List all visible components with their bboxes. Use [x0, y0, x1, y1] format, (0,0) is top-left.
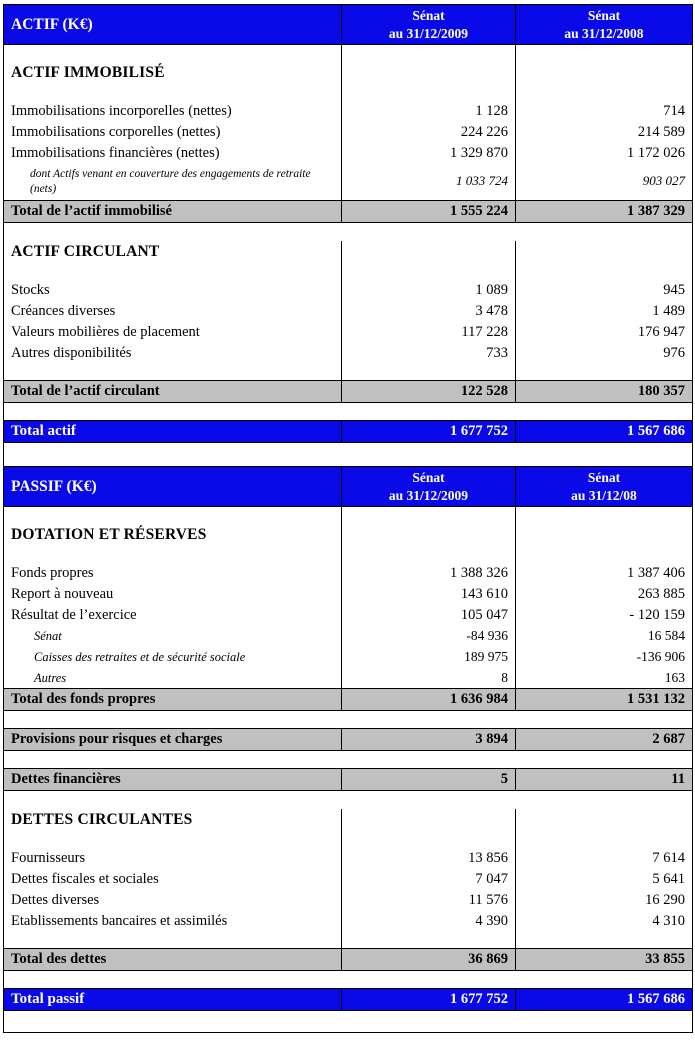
row-label: Etablissements bancaires et assimilés	[4, 911, 342, 932]
gap-cell	[4, 751, 693, 769]
value-2009: -84 936	[342, 626, 516, 647]
value-2008: 11	[516, 769, 693, 791]
blank-row	[4, 45, 693, 62]
section-title: DOTATION ET RÉSERVES	[4, 524, 342, 546]
header-line-1: Sénat	[587, 7, 621, 23]
value-2008: 180 357	[516, 381, 693, 403]
gap-row	[4, 223, 693, 241]
value-2009: 143 610	[342, 584, 516, 605]
passif-col-header-2008	[516, 467, 693, 507]
table-subrow	[4, 626, 693, 647]
row-label: Report à nouveau	[4, 584, 342, 605]
gap-cell	[4, 971, 693, 989]
total-label: Provisions pour risques et charges	[4, 729, 342, 751]
table-row	[4, 890, 693, 911]
total-label: Total des fonds propres	[4, 689, 342, 711]
table-subrow-dont	[4, 164, 693, 201]
gap-cell	[4, 403, 693, 421]
blank-cell	[516, 263, 693, 280]
value-2009: 11 576	[342, 890, 516, 911]
gap-cell	[4, 711, 693, 729]
blank-cell	[4, 45, 342, 62]
blank-cell	[4, 932, 342, 949]
value-2009: 117 228	[342, 322, 516, 343]
table-row	[4, 911, 693, 932]
value-2008: 1 387 406	[516, 563, 693, 584]
table-subrow	[4, 668, 693, 689]
row-label: Fonds propres	[4, 563, 342, 584]
blank-cell	[516, 364, 693, 381]
row-label: Créances diverses	[4, 301, 342, 322]
blank-row	[4, 364, 693, 381]
bottom-blank-row	[4, 1011, 693, 1033]
total-label: Dettes financières	[4, 769, 342, 791]
blank-cell	[342, 809, 516, 831]
value-2009: 13 856	[342, 848, 516, 869]
header-line-1: Sénat	[412, 7, 445, 23]
gap-row	[4, 971, 693, 989]
row-label: Stocks	[4, 280, 342, 301]
blank-cell	[516, 524, 693, 546]
blank-cell	[342, 932, 516, 949]
passif-table-title: PASSIF (K€)	[4, 467, 342, 507]
table-row	[4, 584, 693, 605]
table-row	[4, 143, 693, 164]
value-2009: 3 478	[342, 301, 516, 322]
row-label: Valeurs mobilières de placement	[4, 322, 342, 343]
balance-sheet-page	[3, 4, 692, 1033]
blank-cell	[342, 45, 516, 62]
total-label: Total de l’actif immobilisé	[4, 201, 342, 223]
blank-row	[4, 932, 693, 949]
blank-cell	[4, 263, 342, 280]
row-label: Immobilisations corporelles (nettes)	[4, 122, 342, 143]
blank-cell	[516, 241, 693, 263]
blank-cell	[516, 45, 693, 62]
value-2008: 163	[516, 668, 693, 689]
header-line-1: Sénat	[587, 469, 621, 485]
value-2008: 263 885	[516, 584, 693, 605]
blank-row	[4, 507, 693, 524]
table-row	[4, 848, 693, 869]
value-2008: 1 567 686	[516, 989, 693, 1011]
row-label: dont Actifs venant en couverture des engagements de retraite (nets)	[4, 164, 342, 201]
row-label: Immobilisations financières (nettes)	[4, 143, 342, 164]
row-label: Fournisseurs	[4, 848, 342, 869]
value-2008: 176 947	[516, 322, 693, 343]
table-row	[4, 322, 693, 343]
actif-table-title: ACTIF (K€)	[4, 5, 342, 45]
value-2008: 4 310	[516, 911, 693, 932]
value-2009: 105 047	[342, 605, 516, 626]
blank-cell	[4, 84, 342, 101]
section-actif-immobilise	[4, 62, 693, 84]
value-2009: 189 975	[342, 647, 516, 668]
blank-cell	[342, 241, 516, 263]
value-2008: 16 290	[516, 890, 693, 911]
passif-header-row	[4, 467, 693, 507]
blank-cell	[342, 831, 516, 848]
value-2009: 4 390	[342, 911, 516, 932]
value-2008: 1 567 686	[516, 421, 693, 443]
gap-cell	[4, 791, 693, 809]
total-actif-immobilise-row	[4, 201, 693, 223]
gap-row	[4, 711, 693, 729]
value-2008: 945	[516, 280, 693, 301]
value-2008: 1 489	[516, 301, 693, 322]
table-row	[4, 301, 693, 322]
gap-row	[4, 403, 693, 421]
blank-cell	[516, 831, 693, 848]
total-label: Total des dettes	[4, 949, 342, 971]
value-2008: 214 589	[516, 122, 693, 143]
value-2009: 1 388 326	[342, 563, 516, 584]
section-title: ACTIF IMMOBILISÉ	[4, 62, 342, 84]
blank-cell	[516, 809, 693, 831]
row-label: Autres disponibilités	[4, 343, 342, 364]
header-line-1: Sénat	[412, 469, 445, 485]
blank-cell	[342, 62, 516, 84]
gap-row	[4, 443, 693, 467]
row-label: Dettes fiscales et sociales	[4, 869, 342, 890]
blank-cell	[4, 507, 342, 524]
table-row	[4, 563, 693, 584]
value-2009: 1 636 984	[342, 689, 516, 711]
row-label: Résultat de l’exercice	[4, 605, 342, 626]
table-row	[4, 101, 693, 122]
value-2008: 714	[516, 101, 693, 122]
total-passif-row	[4, 989, 693, 1011]
value-2008: 2 687	[516, 729, 693, 751]
value-2009: 1 677 752	[342, 989, 516, 1011]
table-row	[4, 343, 693, 364]
passif-col-header-2009	[342, 467, 516, 507]
balance-sheet-table	[3, 4, 693, 1033]
blank-cell	[342, 263, 516, 280]
value-2009: 1 555 224	[342, 201, 516, 223]
blank-cell	[516, 932, 693, 949]
value-2008: -136 906	[516, 647, 693, 668]
blank-cell	[4, 831, 342, 848]
value-2008: 903 027	[516, 164, 693, 201]
value-2009: 7 047	[342, 869, 516, 890]
blank-cell	[516, 84, 693, 101]
value-2008: 1 172 026	[516, 143, 693, 164]
total-actif-circulant-row	[4, 381, 693, 403]
dettes-financieres-row	[4, 769, 693, 791]
table-subrow	[4, 647, 693, 668]
value-2008: 1 387 329	[516, 201, 693, 223]
section-title: ACTIF CIRCULANT	[4, 241, 342, 263]
blank-cell	[516, 507, 693, 524]
gap-cell	[4, 223, 693, 241]
gap-row	[4, 751, 693, 769]
value-2009: 1 677 752	[342, 421, 516, 443]
actif-col-header-2008	[516, 5, 693, 45]
value-2009: 5	[342, 769, 516, 791]
value-2009: 1 089	[342, 280, 516, 301]
actif-header-row	[4, 5, 693, 45]
value-2009: 8	[342, 668, 516, 689]
value-2009: 122 528	[342, 381, 516, 403]
actif-col-header-2009	[342, 5, 516, 45]
blank-row	[4, 546, 693, 563]
total-label: Total passif	[4, 989, 342, 1011]
header-line-2: au 31/12/2008	[564, 25, 644, 41]
blank-cell	[4, 364, 342, 381]
row-label: Sénat	[4, 626, 342, 647]
value-2008: 1 531 132	[516, 689, 693, 711]
value-2008: 16 584	[516, 626, 693, 647]
gap-cell	[4, 443, 693, 467]
value-2009: 733	[342, 343, 516, 364]
row-label: Caisses des retraites et de sécurité sociale	[4, 647, 342, 668]
gap-cell	[4, 1011, 693, 1033]
section-dotation-reserves	[4, 524, 693, 546]
table-row	[4, 869, 693, 890]
blank-cell	[516, 546, 693, 563]
blank-cell	[516, 62, 693, 84]
value-2008: - 120 159	[516, 605, 693, 626]
blank-cell	[342, 84, 516, 101]
total-fonds-propres-row	[4, 689, 693, 711]
blank-cell	[342, 364, 516, 381]
blank-cell	[342, 546, 516, 563]
provisions-row	[4, 729, 693, 751]
blank-row	[4, 84, 693, 101]
value-2009: 1 128	[342, 101, 516, 122]
total-dettes-row	[4, 949, 693, 971]
value-2009: 3 894	[342, 729, 516, 751]
row-label: Autres	[4, 668, 342, 689]
blank-cell	[4, 546, 342, 563]
value-2008: 7 614	[516, 848, 693, 869]
blank-row	[4, 831, 693, 848]
header-line-2: au 31/12/2009	[388, 487, 469, 503]
total-label: Total actif	[4, 421, 342, 443]
row-label: Dettes diverses	[4, 890, 342, 911]
value-2009: 36 869	[342, 949, 516, 971]
section-dettes-circulantes	[4, 809, 693, 831]
row-label: Immobilisations incorporelles (nettes)	[4, 101, 342, 122]
blank-row	[4, 263, 693, 280]
value-2009: 1 329 870	[342, 143, 516, 164]
section-actif-circulant	[4, 241, 693, 263]
total-actif-row	[4, 421, 693, 443]
value-2009: 224 226	[342, 122, 516, 143]
blank-cell	[342, 524, 516, 546]
gap-row	[4, 791, 693, 809]
table-row	[4, 122, 693, 143]
value-2008: 5 641	[516, 869, 693, 890]
value-2008: 976	[516, 343, 693, 364]
blank-cell	[342, 507, 516, 524]
table-row	[4, 280, 693, 301]
header-line-2: au 31/12/08	[571, 487, 637, 503]
header-line-2: au 31/12/2009	[388, 25, 469, 41]
value-2008: 33 855	[516, 949, 693, 971]
total-label: Total de l’actif circulant	[4, 381, 342, 403]
value-2009: 1 033 724	[342, 164, 516, 201]
section-title: DETTES CIRCULANTES	[4, 809, 342, 831]
table-row	[4, 605, 693, 626]
